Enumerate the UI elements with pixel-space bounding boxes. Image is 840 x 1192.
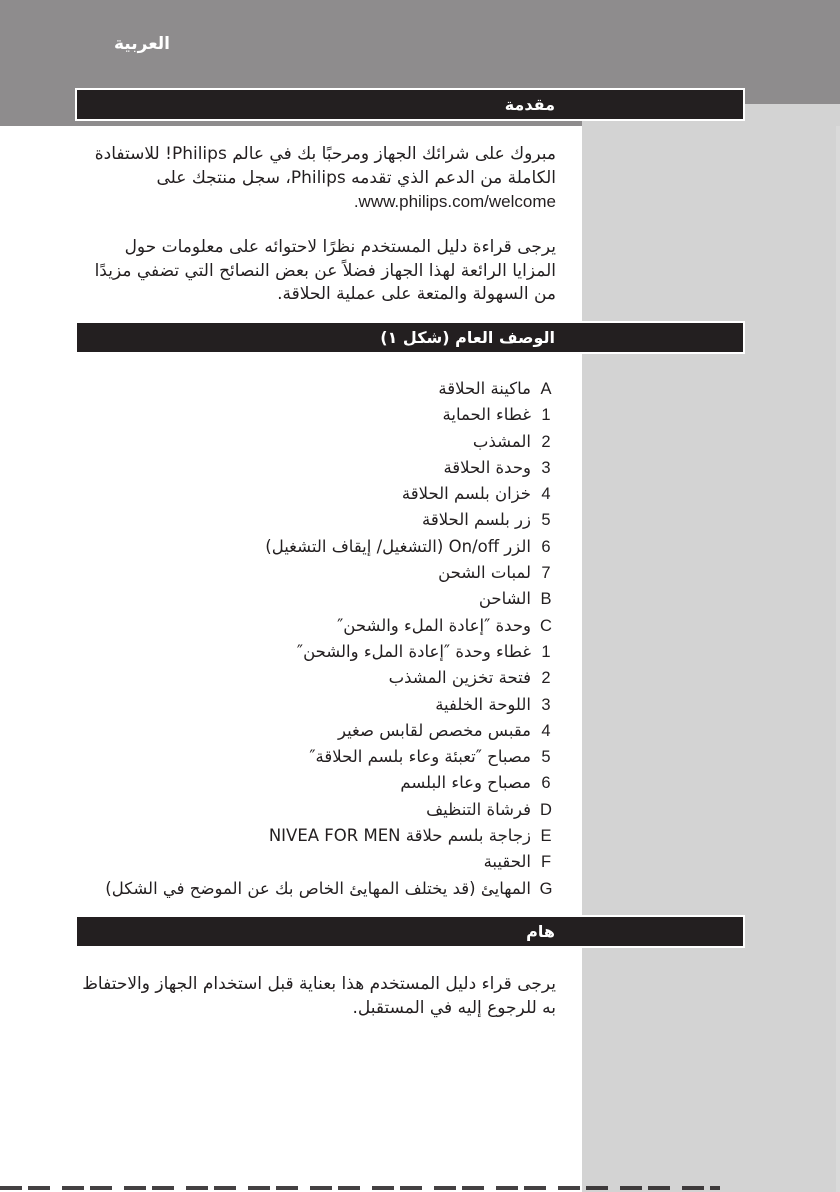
list-item-label: غطاء وحدة ″إعادة الملء والشحن″ <box>296 641 531 661</box>
list-item-label: خزان بلسم الحلاقة <box>401 484 531 504</box>
list-item-key: 1 <box>541 642 551 661</box>
list-item <box>77 534 557 560</box>
cropped-text-line <box>0 1186 720 1190</box>
list-item-key: 6 <box>541 537 551 556</box>
list-item <box>77 718 557 744</box>
list-item-key: 4 <box>541 485 551 504</box>
list-item <box>77 797 557 823</box>
intro-line-1: مبروك على شرائك الجهاز ومرحبًا بك في عالم Philips! للاستفادة <box>94 144 556 164</box>
list-item <box>77 586 557 612</box>
intro-paragraph-1 <box>78 143 556 214</box>
list-item-label: وحدة الحلاقة <box>443 457 531 477</box>
list-item-key: 5 <box>541 511 551 530</box>
list-item-key: A <box>540 380 552 398</box>
list-item <box>77 507 557 533</box>
section-bar-intro <box>75 88 745 121</box>
list-item-key: 5 <box>541 748 551 767</box>
list-item-key: G <box>539 879 553 898</box>
language-label: العربية <box>113 34 170 54</box>
intro-line-2: الكاملة من الدعم الذي تقدمه Philips، سجل منتجك على <box>156 167 556 188</box>
list-item-label: غطاء الحماية <box>442 405 531 425</box>
list-item <box>77 560 557 586</box>
list-item <box>77 744 557 770</box>
list-item-key: 6 <box>541 774 551 793</box>
important-paragraph <box>78 973 556 1020</box>
list-item-label: مقبس مخصص لقابس صغير <box>337 720 531 740</box>
side-panel-top <box>748 104 840 126</box>
list-item <box>77 613 557 639</box>
list-item-label: وحدة ″إعادة الملء والشحن″ <box>337 615 531 635</box>
list-item <box>77 876 557 902</box>
list-item <box>77 692 557 718</box>
list-item-label: زجاجة بلسم حلاقة NIVEA FOR MEN <box>268 826 531 846</box>
list-item <box>77 402 557 428</box>
list-item-key: E <box>540 827 552 846</box>
intro-paragraph-2 <box>78 236 556 307</box>
list-item-label: لمبات الشحن <box>438 563 531 583</box>
list-item-label: زر بلسم الحلاقة <box>421 510 531 530</box>
list-item-key: 7 <box>541 564 551 583</box>
list-item <box>77 376 557 402</box>
important-paragraph-text: يرجى قراء دليل المستخدم هذا بعناية قبل استخدام الجهاز والاحتفاظ به للرجوع إليه في المستقبل. <box>82 974 556 1018</box>
section-title-intro: مقدمة <box>504 95 555 114</box>
list-item-key: 2 <box>541 669 551 688</box>
list-item-key: 4 <box>541 721 551 740</box>
list-item <box>77 849 557 875</box>
list-item-label: الزر On/off (التشغيل/ إيقاف التشغيل) <box>265 536 531 556</box>
list-item <box>77 770 557 796</box>
list-item-label: ماكينة الحلاقة <box>438 379 531 398</box>
list-item <box>77 639 557 665</box>
list-item <box>77 823 557 849</box>
list-item-label: مصباح وعاء البلسم <box>400 773 531 793</box>
parts-list <box>77 376 557 902</box>
list-item-key: C <box>540 616 552 635</box>
list-item-label: فرشاة التنظيف <box>426 799 531 819</box>
intro-paragraph-2-text: يرجى قراءة دليل المستخدم نظرًا لاحتوائه على معلومات حول المزايا الرائعة لهذا الجهاز فضلاً عن بعض النصائح التي تضفي مزيدًا من السهولة والمتعة على عملية الحلاقة. <box>94 237 556 304</box>
list-item-label: فتحة تخزين المشذب <box>388 668 531 688</box>
section-bar-general-description <box>75 321 745 354</box>
side-panel-edge <box>836 104 840 1192</box>
section-bar-important <box>75 915 745 948</box>
list-item-key: 3 <box>541 695 551 714</box>
list-item-label: الحقيبة <box>483 852 531 872</box>
list-item-label: المهايئ (قد يختلف المهايئ الخاص بك عن الموضح في الشكل) <box>105 878 531 898</box>
list-item-key: 2 <box>541 432 551 451</box>
list-item-label: مصباح ″تعبئة وعاء بلسم الحلاقة″ <box>309 747 531 767</box>
section-title-important: هام <box>526 922 555 941</box>
intro-welcome-link: .www.philips.com/welcome <box>353 192 556 211</box>
list-item-key: 3 <box>541 458 551 477</box>
list-item <box>77 481 557 507</box>
list-item-key: F <box>540 853 552 872</box>
list-item-label: الشاحن <box>478 589 531 609</box>
list-item-key: D <box>540 800 552 819</box>
list-item <box>77 455 557 481</box>
list-item-key: B <box>540 590 552 609</box>
list-item <box>77 429 557 455</box>
side-margin-panel <box>582 104 836 1192</box>
section-title-general-description: الوصف العام (شكل ١) <box>380 328 555 347</box>
list-item-label: المشذب <box>472 431 531 451</box>
list-item <box>77 665 557 691</box>
list-item-label: اللوحة الخلفية <box>435 694 531 714</box>
list-item-key: 1 <box>541 406 551 425</box>
